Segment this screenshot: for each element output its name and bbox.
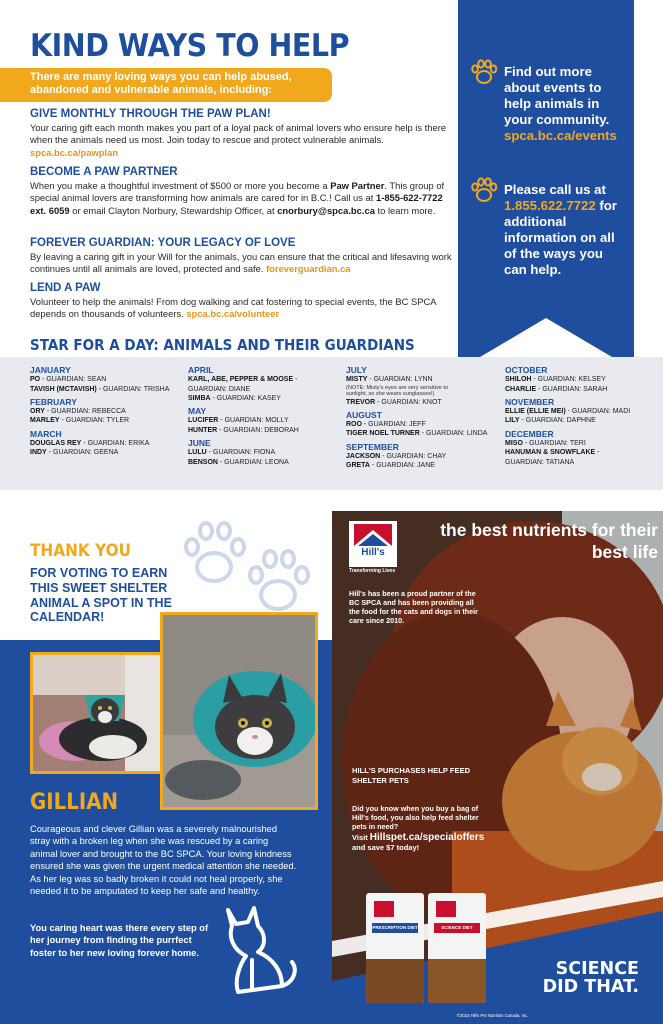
guardian-entry: GRETA - GUARDIAN: JANE bbox=[346, 462, 435, 470]
gillian-photo-closeup bbox=[160, 612, 318, 810]
guardian-entry: LUCIFER - GUARDIAN: MOLLY bbox=[188, 417, 289, 425]
month-heading: NOVEMBER bbox=[505, 396, 555, 407]
guardian-entry: JACKSON - GUARDIAN: CHAY bbox=[346, 453, 447, 461]
guardian-entry: LILY - GUARDIAN: DAPHNE bbox=[505, 417, 596, 425]
phone-number[interactable]: 1-855-622-7722 ext. 6059 bbox=[30, 192, 443, 216]
guardian-column bbox=[346, 366, 487, 471]
call-info: Please call us at 1.855.622.7722 for additional information on all of the ways you can help. bbox=[504, 182, 617, 277]
ad-fine-print: ©2023 Hill's Pet Nutrition Canada, Inc. bbox=[457, 1013, 529, 1018]
hills-brand: Hill's bbox=[361, 547, 385, 558]
guardian-entry: LULU - GUARDIAN: FIONA bbox=[188, 449, 276, 457]
page-title: KIND WAYS TO HELP bbox=[30, 28, 350, 64]
ad-visit-text: Visit Hillspet.ca/specialoffers and save $7 today! bbox=[352, 832, 485, 852]
guardian-column bbox=[505, 366, 630, 467]
way-body: Volunteer to help the animals! From dog walking and cat fostering to special events, the BC SPCA depends on thousands of volunteers. spca.bc.ca/volunteer bbox=[30, 296, 436, 320]
ad-science-did-that: SCIENCE DID THAT. bbox=[542, 959, 639, 997]
ad-did-you-know: Did you know when you buy a bag of Hill's food, you also help feed shelter pets in need? bbox=[352, 804, 479, 831]
guardian-entry: MISTY - GUARDIAN: LYNN bbox=[346, 376, 433, 384]
month-heading: DECEMBER bbox=[505, 428, 554, 439]
guardian-entry: ELLIE (ELLIE MEI) - GUARDIAN: MADI bbox=[505, 408, 631, 416]
ad-partner-text: Hill's has been a proud partner of the BC SPCA and has been providing all the food for the cats and dogs in their care since 2010. bbox=[349, 589, 478, 625]
foreverguardian-link[interactable]: foreverguardian.ca bbox=[266, 263, 351, 275]
month-heading: SEPTEMBER bbox=[346, 441, 399, 452]
guardian-column bbox=[188, 366, 299, 467]
way-paw-partner bbox=[30, 166, 455, 217]
guardian-entry: SHILOH - GUARDIAN: KELSEY bbox=[505, 376, 606, 384]
gillian-name: GILLIAN bbox=[30, 790, 119, 815]
hills-logo bbox=[349, 521, 397, 567]
month-heading: APRIL bbox=[188, 365, 214, 375]
guardian-entry: GUARDIAN: TATIANA bbox=[505, 458, 575, 466]
ad-headline: the best nutrients for their best life bbox=[440, 520, 658, 562]
guardian-entry: CHARLIE - GUARDIAN: SARAH bbox=[505, 385, 608, 393]
guardian-entry: MARLEY - GUARDIAN: TYLER bbox=[30, 417, 130, 425]
gillian-story: Courageous and clever Gillian was a severely malnourished stray with a broken leg when she was rescued by a caring animal lover and brought to the BC SPCA. Your loving kindness ensured she was given the urgent medical attention she needed. As her leg was so badly broken it could not heal properly, she needed it to be amputated to keep her safe and healthy. bbox=[30, 824, 297, 897]
events-info: Find out more about events to help animals in your community. spca.bc.ca/events bbox=[504, 64, 617, 143]
month-heading: JUNE bbox=[188, 438, 211, 449]
gillian-photo-cone bbox=[30, 652, 170, 774]
volunteer-link[interactable]: spca.bc.ca/volunteer bbox=[186, 308, 280, 320]
guardian-entry: HUNTER - GUARDIAN: DEBORAH bbox=[188, 426, 299, 434]
guardian-entry: BENSON - GUARDIAN: LEONA bbox=[188, 458, 289, 466]
guardian-entry: GUARDIAN: DIANE bbox=[188, 385, 251, 393]
email-link[interactable]: cnorbury@spca.bc.ca bbox=[277, 204, 375, 216]
guardian-entry: KARL, ABE, PEPPER & MOOSE - bbox=[188, 376, 298, 384]
way-heading: GIVE MONTHLY THROUGH THE PAW PLAN! bbox=[30, 108, 271, 120]
way-paw-plan bbox=[30, 108, 455, 159]
call-phone[interactable]: 1.855.622.7722 bbox=[504, 198, 596, 213]
guardian-note: (NOTE: Misty's eyes are very sensitive to sunlight, so she wears sunglasses!) bbox=[346, 384, 449, 398]
way-forever-guardian bbox=[30, 237, 455, 276]
month-heading: JULY bbox=[346, 365, 367, 375]
intro-text: There are many loving ways you can help abused, abandoned and vulnerable animals, including: bbox=[30, 71, 292, 96]
prescription-diet-bag: PRESCRIPTION DIET bbox=[366, 893, 424, 1003]
way-heading: LEND A PAW bbox=[30, 282, 101, 294]
pawplan-link[interactable]: spca.bc.ca/pawplan bbox=[30, 146, 119, 158]
month-heading: FEBRUARY bbox=[30, 396, 77, 407]
star-title: STAR FOR A DAY: ANIMALS AND THEIR GUARDIANS bbox=[30, 336, 415, 354]
guardian-entry: TIGER NOEL TURNER - GUARDIAN: LINDA bbox=[346, 430, 488, 438]
hills-tagline: Transforming Lives bbox=[349, 568, 396, 574]
month-heading: AUGUST bbox=[346, 409, 382, 420]
cat-outline-icon bbox=[218, 900, 306, 1000]
hills-advertisement bbox=[332, 511, 663, 1024]
paw-icon bbox=[470, 58, 498, 86]
guardian-entry: ORY - GUARDIAN: REBECCA bbox=[30, 408, 126, 416]
guardian-entry: PO - GUARDIAN: SEAN bbox=[30, 376, 107, 384]
month-heading: JANUARY bbox=[30, 365, 71, 375]
paw-icon bbox=[470, 176, 498, 204]
science-diet-bag: SCIENCE DIET bbox=[428, 893, 486, 1003]
specialoffers-link[interactable]: Hillspet.ca/specialoffers bbox=[369, 832, 485, 843]
month-heading: OCTOBER bbox=[505, 365, 548, 375]
way-heading: BECOME A PAW PARTNER bbox=[30, 166, 178, 178]
guardian-entry: TAVISH (MCTAVISH) - GUARDIAN: TRISHA bbox=[30, 385, 170, 393]
guardian-entry: INDY - GUARDIAN: GEENA bbox=[30, 449, 119, 457]
guardian-entry: MISO - GUARDIAN: TERI bbox=[505, 440, 586, 448]
way-body: By leaving a caring gift in your Will for the animals, you can ensure that the critical and lifesaving work continues until all animals are loved, protected and safe. foreverguardian.ca bbox=[30, 251, 452, 275]
guardian-entry: ROO - GUARDIAN: JEFF bbox=[346, 421, 426, 429]
events-link[interactable]: spca.bc.ca/events bbox=[504, 128, 617, 143]
month-heading: MAY bbox=[188, 406, 207, 417]
way-body: When you make a thoughtful investment of $500 or more you become a Paw Partner. This group of special animal lovers are transforming how animals are cared for in B.C.! Call us at 1-855-622-7722 ext. 6059 or email Clayton Norbury, Stewardship Officer, at cnorbury@spca.bc.ca to learn more. bbox=[30, 180, 445, 216]
guardian-entry: DOUGLAS REY - GUARDIAN: ERIKA bbox=[30, 440, 150, 448]
month-heading: MARCH bbox=[30, 428, 62, 439]
paw-prints-decoration bbox=[178, 513, 330, 623]
guardian-entry: TREVOR - GUARDIAN: KNOT bbox=[346, 398, 442, 406]
guardian-column bbox=[30, 366, 169, 458]
guardian-entry: HANUMAN & SNOWFLAKE - bbox=[505, 449, 600, 457]
way-heading: FOREVER GUARDIAN: YOUR LEGACY OF LOVE bbox=[30, 237, 296, 249]
way-lend-a-paw bbox=[30, 282, 455, 321]
info-ribbon bbox=[458, 0, 634, 370]
ad-purchases-heading: HILL'S PURCHASES HELP FEED SHELTER PETS bbox=[352, 766, 471, 785]
guardian-entry: SIMBA - GUARDIAN: KASEY bbox=[188, 394, 281, 402]
thank-you-subtitle: FOR VOTING TO EARN THIS SWEET SHELTER ANIMAL A SPOT IN THE CALENDAR! bbox=[30, 566, 172, 625]
thank-you-title: THANK YOU bbox=[30, 541, 132, 561]
gillian-cta: You caring heart was there every step of her journey from finding the purrfect foster to her new loving forever home. bbox=[30, 923, 209, 958]
way-body: Your caring gift each month makes you part of a loyal pack of animal lovers who ensure help is there when the animals need us most. Join today to rescue and protect vulnerable animals. spca.bc.ca/pawplan bbox=[30, 122, 447, 158]
